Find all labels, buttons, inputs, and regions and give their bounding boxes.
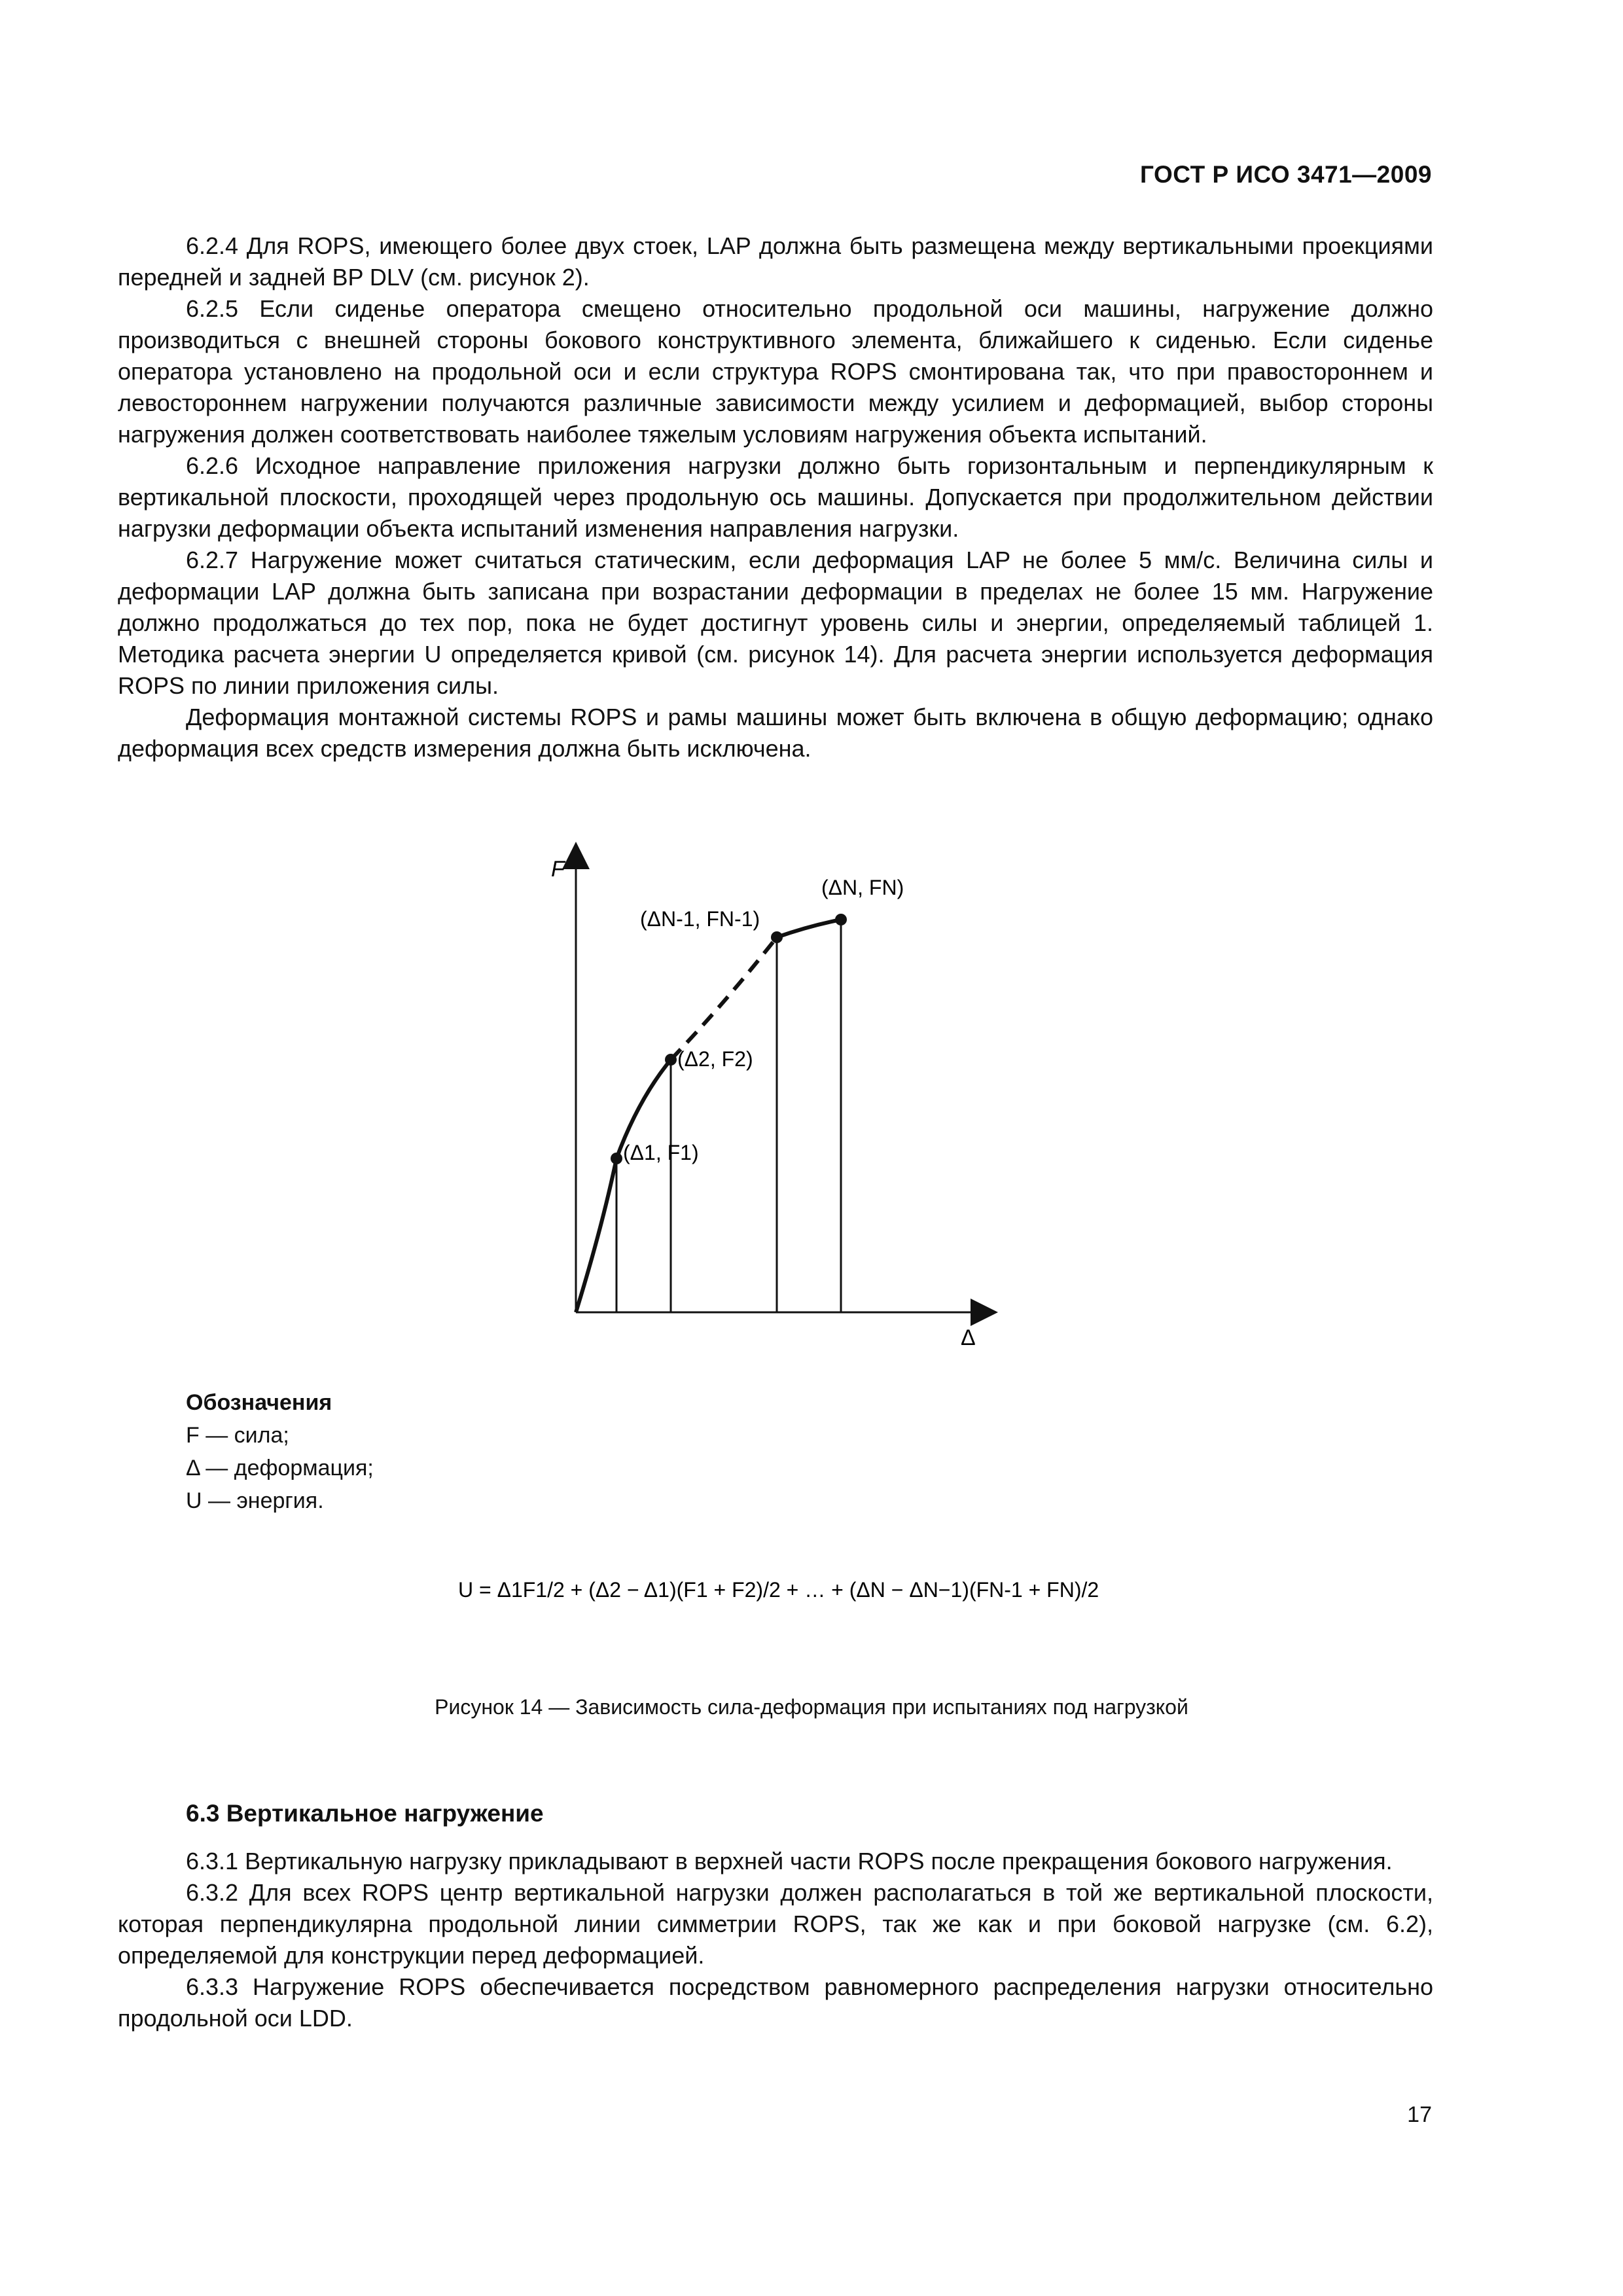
text-block-6-3 bbox=[118, 1846, 1433, 2034]
force-deformation-diagram bbox=[510, 841, 1034, 1365]
curve-dashed bbox=[671, 937, 777, 1060]
force-deformation-figure bbox=[510, 841, 1034, 1365]
paragraph-6-2-6: 6.2.6 Исходное направление приложения нагрузки должно быть горизонтальным и перпендикулярным к вертикальной плоскости, проходящей через продольную ось машины. Допускается при продолжительном действии нагрузки деформации объекта испытаний изменения направления нагрузки. bbox=[118, 452, 1433, 542]
point-n-1-label: (ΔN-1, FN-1) bbox=[640, 907, 760, 931]
paragraph-6-2-4: 6.2.4 Для ROPS, имеющего более двух стоек, LAP должна быть размещена между вертикальными проекциями передней и задней BP DLV (см. рисунок 2). bbox=[118, 232, 1433, 291]
paragraph-6-3-2: 6.3.2 Для всех ROPS центр вертикальной нагрузки должен располагаться в той же вертикальной плоскости, которая перпендикулярна продольной линии симметрии ROPS, так же как и при боковой нагрузке (см. 6.2), определяемой для конструкции перед деформацией. bbox=[118, 1879, 1433, 1969]
figure-caption: Рисунок 14 — Зависимость сила-деформация при испытаниях под нагрузкой bbox=[435, 1695, 1188, 1719]
text-block-6-2 bbox=[118, 230, 1433, 764]
energy-formula bbox=[458, 1558, 1099, 1636]
energy-formula-text: U = Δ1F1/2 + (Δ2 − Δ1)(F1 + F2)/2 + … + (ΔN − ΔN−1)(FN-1 + FN)/2 bbox=[458, 1578, 1099, 1602]
curve-solid-upper bbox=[777, 920, 841, 937]
point-n-label: (ΔN, FN) bbox=[821, 876, 904, 899]
paragraph-6-3-3: 6.3.3 Нагружение ROPS обеспечивается посредством равномерного распределения нагрузки относительно продольной оси LDD. bbox=[118, 1973, 1433, 2032]
legend-title: Обозначения bbox=[186, 1390, 332, 1415]
legend-item-force: F — сила; bbox=[186, 1423, 289, 1448]
paragraph-deformation-note: Деформация монтажной системы ROPS и рамы машины может быть включена в общую деформацию; однако деформация всех средств измерения должна быть исключена. bbox=[118, 704, 1433, 762]
section-title: 6.3 Вертикальное нагружение bbox=[186, 1800, 544, 1827]
point-n bbox=[835, 914, 847, 925]
point-n-1 bbox=[771, 931, 783, 943]
paragraph-6-3-1: 6.3.1 Вертикальную нагрузку прикладывают в верхней части ROPS после прекращения бокового нагружения. bbox=[186, 1848, 1393, 1874]
point-1-label: (Δ1, F1) bbox=[623, 1141, 699, 1164]
energy-formula-graphic bbox=[458, 1558, 1099, 1636]
point-2-label: (Δ2, F2) bbox=[677, 1047, 753, 1071]
page-number: 17 bbox=[1407, 2102, 1432, 2127]
legend-item-deformation: Δ — деформация; bbox=[186, 1456, 374, 1480]
legend-item-energy: U — энергия. bbox=[186, 1488, 324, 1513]
curve-solid-lower bbox=[576, 1060, 671, 1312]
figure-legend bbox=[186, 1386, 374, 1517]
point-1 bbox=[611, 1153, 622, 1164]
y-axis-label: F bbox=[551, 857, 565, 882]
x-axis-label: Δ bbox=[961, 1325, 976, 1350]
paragraph-6-2-7: 6.2.7 Нагружение может считаться статическим, если деформация LAP не более 5 мм/с. Величина силы и деформации LAP должна быть записана при возрастании деформации в пределах не более 15 мм. Нагружение должно продолжаться до тех пор, пока не будет достигнут уровень силы и энергии, определяемый таблицей 1. Методика расчета энергии U определяется кривой (см. рисунок 14). Для расчета энергии используется деформация ROPS по линии приложения силы. bbox=[118, 547, 1433, 699]
paragraph-6-2-5: 6.2.5 Если сиденье оператора смещено относительно продольной оси машины, нагружение должно производиться с внешней стороны бокового конструктивного элемента, ближайшего к сиденью. Если сиденье оператора установлено на продольной оси и если структура ROPS смонтирована так, что при правостороннем и левостороннем нагружении получаются различные зависимости между усилием и деформацией, выбор стороны нагружения должен соответствовать наиболее тяжелым условиям нагружения объекта испытаний. bbox=[118, 295, 1433, 448]
document-header: ГОСТ Р ИСО 3471—2009 bbox=[1140, 161, 1432, 188]
point-2 bbox=[665, 1054, 677, 1066]
